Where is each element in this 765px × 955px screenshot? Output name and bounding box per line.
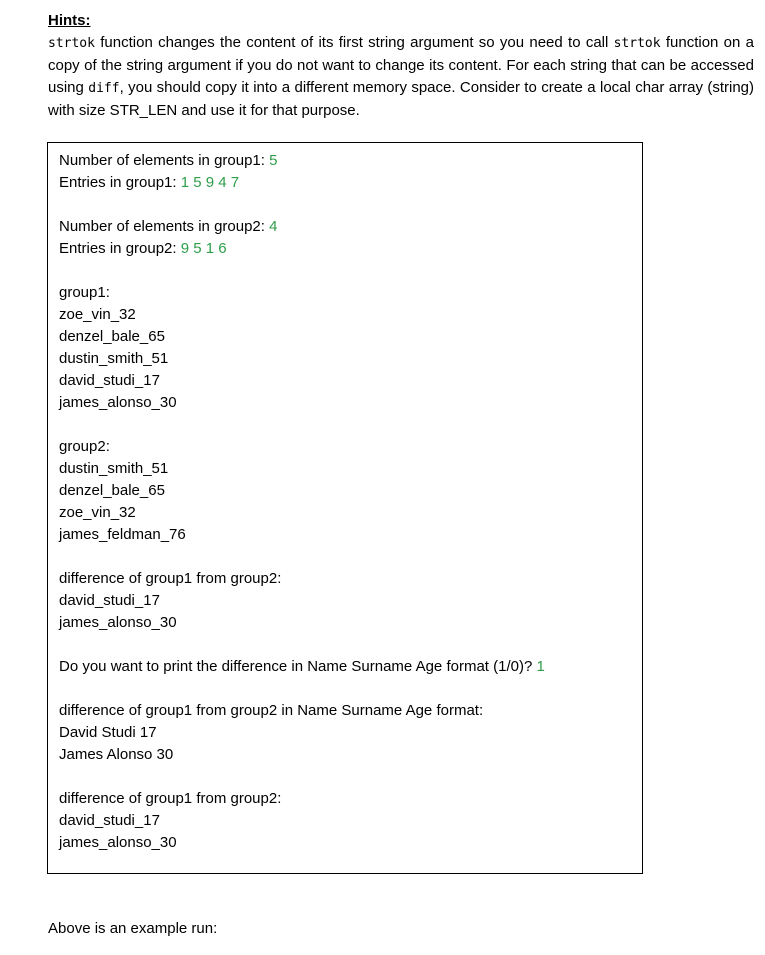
blank-line bbox=[59, 260, 631, 282]
difference-header: difference of group1 from group2: bbox=[59, 570, 282, 587]
list-item: denzel_bale_65 bbox=[59, 328, 165, 345]
group1-entries-value: 1 5 9 4 7 bbox=[180, 174, 240, 191]
hints-text-2: function on a copy of the string argument if you do not want to change its content. For each string that can be accessed using bbox=[48, 34, 754, 96]
list-item: james_feldman_76 bbox=[59, 526, 186, 543]
group2-entries-value: 9 5 1 6 bbox=[180, 240, 227, 257]
group1-header: group1: bbox=[59, 284, 110, 301]
blank-line bbox=[59, 194, 631, 216]
list-item: james_alonso_30 bbox=[59, 834, 177, 851]
hints-paragraph bbox=[48, 32, 754, 122]
group1-count-line bbox=[59, 150, 631, 172]
list-item: zoe_vin_32 bbox=[59, 306, 136, 323]
format-question-answer: 1 bbox=[536, 658, 545, 675]
list-item: james_alonso_30 bbox=[59, 614, 177, 631]
hints-title: Hints: bbox=[48, 12, 91, 29]
group2-count-label: Number of elements in group2: bbox=[59, 218, 270, 235]
code-diff: diff bbox=[88, 81, 120, 96]
example-run-box bbox=[47, 142, 643, 874]
code-strtok: strtok bbox=[613, 36, 661, 51]
blank-line bbox=[59, 766, 631, 788]
blank-line bbox=[59, 678, 631, 700]
list-item: denzel_bale_65 bbox=[59, 482, 165, 499]
difference-header-repeat: difference of group1 from group2: bbox=[59, 790, 282, 807]
blank-line bbox=[59, 414, 631, 436]
group2-entries-line bbox=[59, 238, 631, 260]
list-item: dustin_smith_51 bbox=[59, 460, 169, 477]
group1-entries-label: Entries in group1: bbox=[59, 174, 181, 191]
format-question-line bbox=[59, 656, 631, 678]
hints-section bbox=[48, 10, 754, 122]
list-item: david_studi_17 bbox=[59, 812, 160, 829]
list-item: zoe_vin_32 bbox=[59, 504, 136, 521]
list-item: dustin_smith_51 bbox=[59, 350, 169, 367]
list-item: david_studi_17 bbox=[59, 372, 160, 389]
hints-text-3: , you should copy it into a different memory space. Consider to create a local char array (string) with size STR_LEN and use it for that purpose. bbox=[48, 79, 754, 119]
formatted-difference-header: difference of group1 from group2 in Name Surname Age format: bbox=[59, 702, 484, 719]
list-item: James Alonso 30 bbox=[59, 746, 174, 763]
hints-text-1: function changes the content of its first string argument so you need to call bbox=[100, 34, 609, 51]
group1-entries-line bbox=[59, 172, 631, 194]
group1-count-label: Number of elements in group1: bbox=[59, 152, 270, 169]
group2-count-value: 4 bbox=[269, 218, 278, 235]
group1-count-value: 5 bbox=[269, 152, 278, 169]
format-question-label: Do you want to print the difference in Name Surname Age format (1/0)? bbox=[59, 658, 537, 675]
list-item: David Studi 17 bbox=[59, 724, 157, 741]
group2-entries-label: Entries in group2: bbox=[59, 240, 181, 257]
code-strtok: strtok bbox=[48, 36, 95, 51]
list-item: james_alonso_30 bbox=[59, 394, 177, 411]
group2-header: group2: bbox=[59, 438, 110, 455]
group2-count-line bbox=[59, 216, 631, 238]
example-run-caption: Above is an example run: bbox=[48, 920, 218, 937]
blank-line bbox=[59, 546, 631, 568]
blank-line bbox=[59, 634, 631, 656]
list-item: david_studi_17 bbox=[59, 592, 160, 609]
